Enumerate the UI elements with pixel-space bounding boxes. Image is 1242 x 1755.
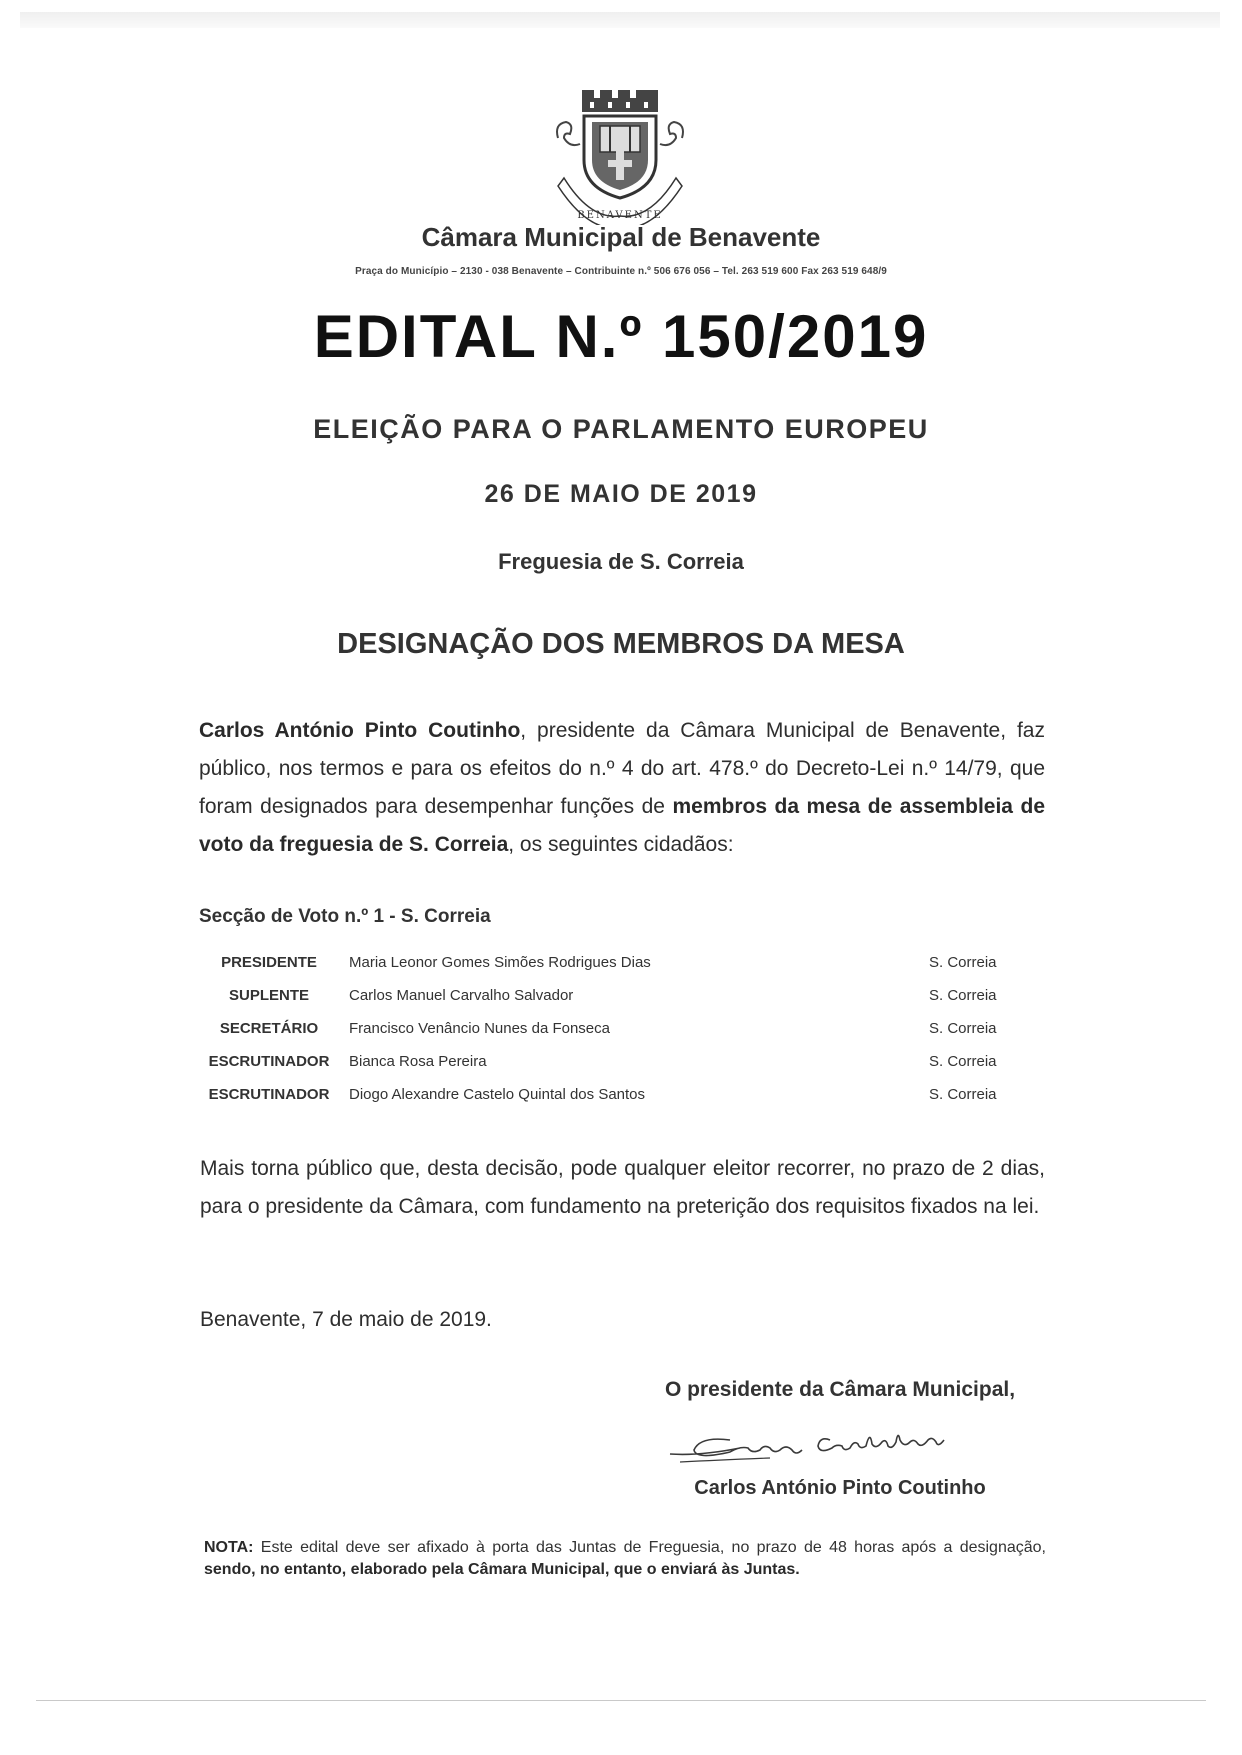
- handwritten-signature-icon: [660, 1410, 990, 1472]
- crest-ribbon-text: BENAVENTE: [577, 210, 663, 221]
- member-place: S. Correia: [929, 1020, 997, 1037]
- member-place: S. Correia: [929, 954, 997, 971]
- table-row: [199, 979, 1029, 1012]
- member-role: ESCRUTINADOR: [208, 1086, 330, 1103]
- intro-paragraph: [199, 712, 1045, 864]
- scan-edge-top: [20, 12, 1220, 28]
- election-date: 26 DE MAIO DE 2019: [484, 480, 758, 508]
- member-role: ESCRUTINADOR: [208, 1053, 330, 1070]
- member-name: Maria Leonor Gomes Simões Rodrigues Dias: [349, 954, 651, 971]
- edital-number: EDITAL N.º 150/2019: [313, 303, 929, 370]
- member-name: Carlos Manuel Carvalho Salvador: [349, 987, 574, 1004]
- member-place: S. Correia: [929, 987, 997, 1004]
- member-name: Bianca Rosa Pereira: [349, 1053, 487, 1070]
- table-row: [199, 946, 1029, 979]
- note-bold-text: sendo, no entanto, elaborado pela Câmara Municipal, que o enviará às Juntas.: [204, 1561, 800, 1578]
- member-role: SUPLENTE: [228, 987, 309, 1004]
- parish-name: Freguesia de S. Correia: [498, 549, 744, 574]
- section-title: Secção de Voto n.º 1 - S. Correia: [199, 906, 491, 927]
- member-name: Diogo Alexandre Castelo Quintal dos Santos: [349, 1086, 646, 1103]
- note-paragraph: [204, 1537, 1046, 1581]
- table-row: [199, 1045, 1029, 1078]
- members-table: [199, 946, 1029, 1111]
- note-label: NOTA:: [204, 1539, 254, 1556]
- election-title: ELEIÇÃO PARA O PARLAMENTO EUROPEU: [313, 414, 929, 444]
- scan-edge-bottom: [36, 1700, 1206, 1701]
- member-place: S. Correia: [929, 1086, 997, 1103]
- signer-title: O presidente da Câmara Municipal,: [664, 1378, 1016, 1401]
- intro-text-2: , os seguintes cidadãos:: [508, 833, 734, 856]
- table-row: [199, 1012, 1029, 1045]
- address-line: Praça do Município – 2130 - 038 Benavente – Contribuinte n.º 506 676 056 – Tel. 263 519 600 Fax 263 519 648/9: [355, 266, 887, 277]
- signer-name: Carlos António Pinto Coutinho: [694, 1477, 986, 1499]
- appeal-paragraph: Mais torna público que, desta decisão, pode qualquer eleitor recorrer, no prazo de 2 dias, para o presidente da Câmara, com fundamento na preterição dos requisitos fixados na lei.: [200, 1157, 1045, 1218]
- member-role: PRESIDENTE: [221, 954, 317, 971]
- president-name: Carlos António Pinto Coutinho: [199, 719, 521, 742]
- table-row: [199, 1078, 1029, 1111]
- intro-bold-text: membros da mesa de assembleia de voto da freguesia de S. Correia: [199, 795, 1046, 856]
- intro-text-1: , presidente da Câmara Municipal de Benavente, faz público, nos termos e para os efeitos do n.º 4 do art. 478.º do Decreto-Lei n.º 14/79, que foram designados para desempenhar funções de: [199, 719, 1045, 818]
- member-role: SECRETÁRIO: [219, 1020, 319, 1037]
- member-name: Francisco Venâncio Nunes da Fonseca: [349, 1020, 610, 1037]
- organization-name: Câmara Municipal de Benavente: [421, 222, 821, 252]
- document-subject: DESIGNAÇÃO DOS MEMBROS DA MESA: [337, 628, 905, 660]
- municipal-crest-icon: [550, 90, 690, 225]
- place-and-date: Benavente, 7 de maio de 2019.: [200, 1308, 492, 1331]
- note-text: Este edital deve ser afixado à porta das Juntas de Freguesia, no prazo de 48 horas após a designação,: [253, 1539, 1046, 1556]
- member-place: S. Correia: [929, 1053, 997, 1070]
